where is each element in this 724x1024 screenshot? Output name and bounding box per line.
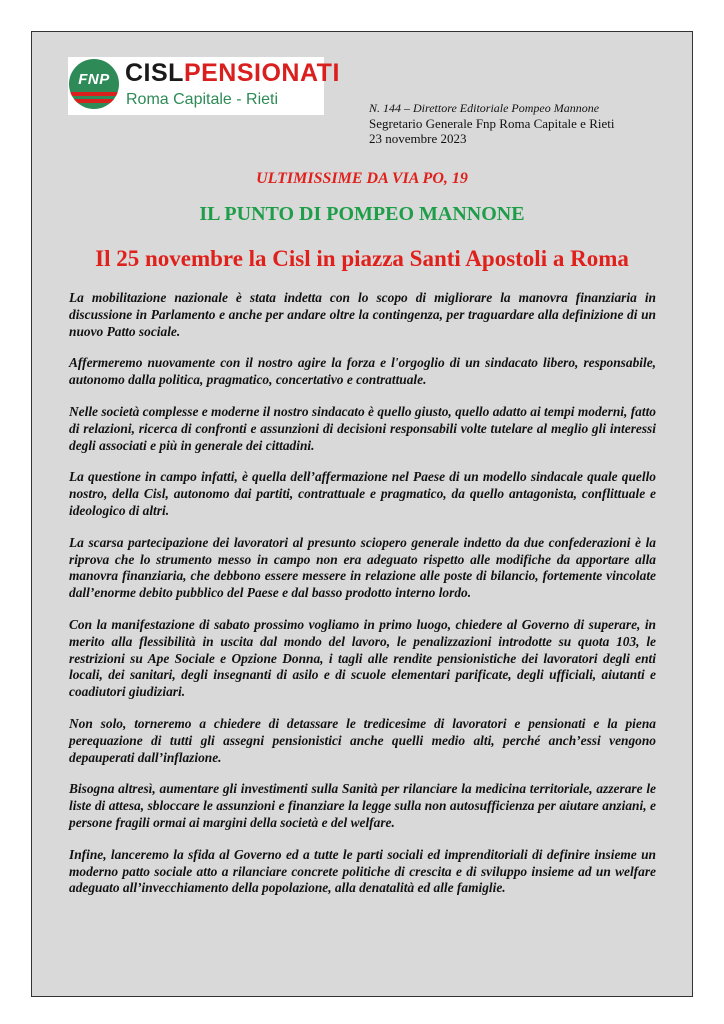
logo-subtitle: Roma Capitale - Rieti: [126, 91, 279, 108]
issue-meta: [369, 101, 614, 146]
paragraph: Affermeremo nuovamente con il nostro agire la forza e l'orgoglio di un sindacato libero, responsabile, autonomo dalla politica, pragmatico, concertativo e contrattuale.: [69, 355, 656, 388]
paragraph: La questione in campo infatti, è quella dell’affermazione nel Paese di un modello sindacale quale quello nostro, della Cisl, autonomo dai partiti, contrattuale e pragmatico, da quello antagonista, conflittuale e ideologico di altri.: [69, 469, 656, 518]
paragraph: Bisogna altresì, aumentare gli investimenti sulla Sanità per rilanciare la medicina territoriale, azzerare le liste di attesa, sbloccare le assunzioni e finanziare la legge sulla non autosufficienza per aiutare anziani, e persone fragili ormai ai margini della società e del welfare.: [69, 781, 656, 830]
article-body: [69, 290, 656, 912]
article-title: Il 25 novembre la Cisl in piazza Santi Apostoli a Roma: [95, 246, 629, 271]
issue-author-role: Segretario Generale Fnp Roma Capitale e Rieti: [369, 116, 615, 131]
column-heading: IL PUNTO DI POMPEO MANNONE: [199, 203, 525, 225]
logo-name-pensionati: PENSIONATI: [183, 59, 340, 87]
logo-name-cisl: CISL: [125, 59, 184, 87]
paragraph: La mobilitazione nazionale è stata indetta con lo scopo di migliorare la manovra finanziaria in discussione in Parlamento e anche per andare oltre la contingenza, per traguardare alla definizione di un nuovo Patto sociale.: [69, 290, 656, 339]
paragraph: Con la manifestazione di sabato prossimo vogliamo in primo luogo, chiedere al Governo di superare, in merito alla flessibilità in uscita dal mondo del lavoro, le penalizzazioni introdotte su quota 103, le restrizioni su Ape Sociale e Opzione Donna, i tagli alle rendite pensionistiche dei lavoratori degli enti locali, dei sanitari, degli insegnanti di asilo e di scuole elementari parificate, degli ufficiali, aiutanti e coadiutori giudiziari.: [69, 616, 656, 700]
logo-mark-text: FNP: [78, 71, 110, 88]
kicker-heading: ULTIMISSIME DA VIA PO, 19: [256, 170, 468, 187]
issue-number: N. 144 – Direttore Editoriale Pompeo Mannone: [369, 101, 600, 115]
logo-title: [125, 59, 340, 87]
fnp-emblem-icon: [69, 59, 119, 109]
paragraph: Non solo, torneremo a chiedere di detassare le tredicesime di lavoratori e pensionati e la piena perequazione di tutti gli assegni pensionistici anche quelli medio alti, perché anch’essi vengono depauperati dall’inflazione.: [69, 715, 656, 765]
fnp-cisl-logo: [68, 57, 340, 115]
paragraph: La scarsa partecipazione dei lavoratori al presunto sciopero generale indetto da due confederazioni è la riprova che lo strumento messo in campo non era adeguato rispetto alle modifiche da apportare alla manovra finanziaria, che debbono essere messere in relazione alle poste di bilancio, fortemente vincolate dall’enorme debito pubblico del Paese e dal basso prodotto interno lordo.: [69, 534, 656, 601]
paragraph: Infine, lanceremo la sfida al Governo ed a tutte le parti sociali ed imprenditoriali di definire insieme un moderno patto sociale atto a rilanciare concrete politiche di crescita e di sviluppo insieme ad un welfare adeguato all’invecchiamento della popolazione, alla denatalità ed alle famiglie.: [69, 846, 656, 896]
paragraph: Nelle società complesse e moderne il nostro sindacato è quello giusto, quello adatto ai tempi moderni, fatto di relazioni, ricerca di confronti e assunzioni di decisioni responsabili volte tutelare al meglio gli interessi degli associati e più in generale dei cittadini.: [69, 403, 656, 453]
issue-date: 23 novembre 2023: [369, 131, 467, 146]
